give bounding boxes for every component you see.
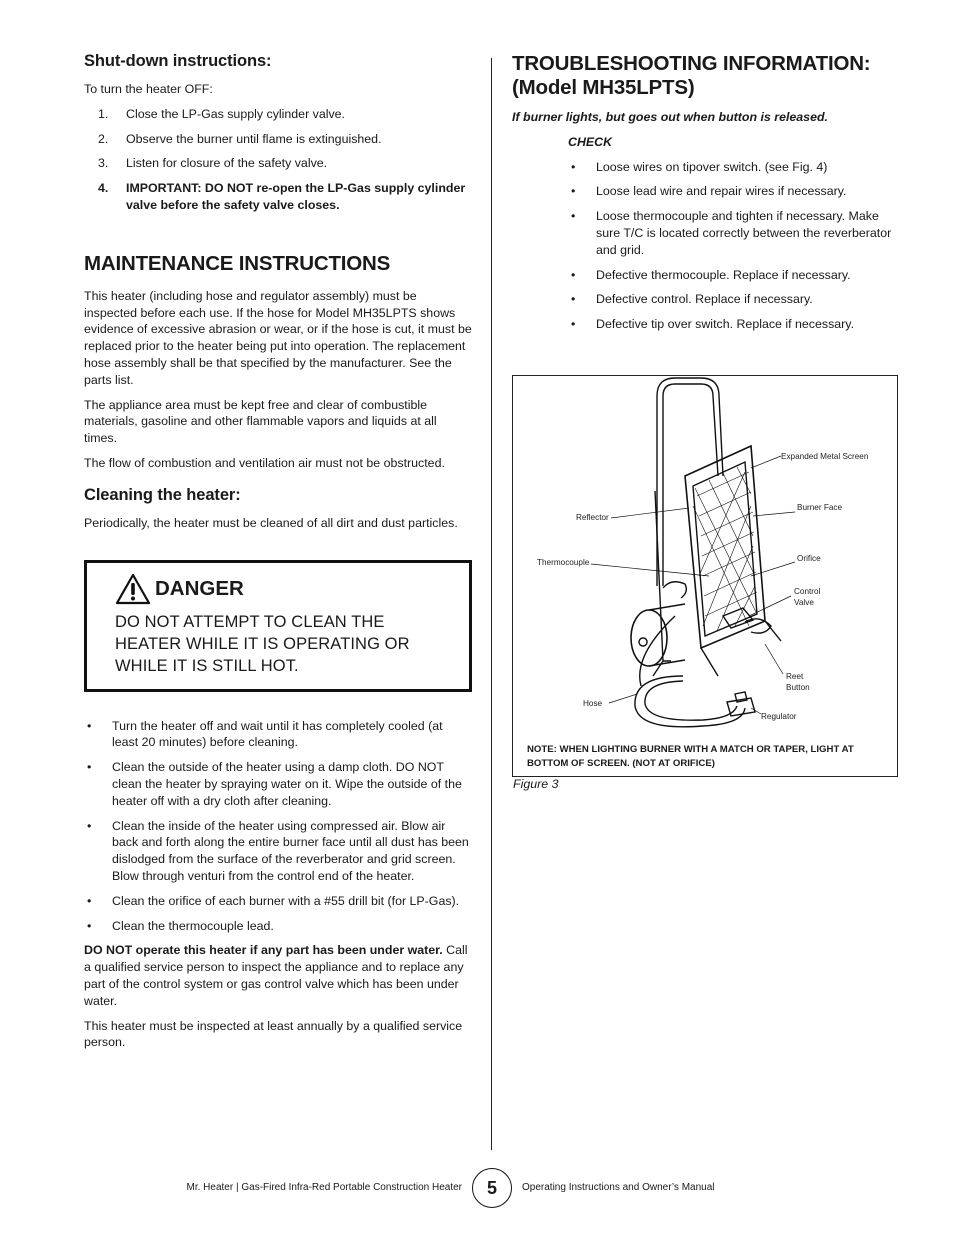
list-item: • Turn the heater off and wait until it has completely cooled (at least 20 minutes) before cleaning. <box>87 718 443 750</box>
cleaning-bullets <box>84 718 472 935</box>
shutdown-step: 2. Observe the burner until flame is extinguished. <box>98 131 382 146</box>
troubleshooting-condition: If burner lights, but goes out when button is released. <box>512 110 828 124</box>
shutdown-step: 4. IMPORTANT: DO NOT re-open the LP-Gas supply cylinder valve before the safety valve closes. <box>98 181 466 212</box>
left-column <box>84 52 472 1059</box>
page-number: 5 <box>472 1168 512 1208</box>
danger-text: DO NOT ATTEMPT TO CLEAN THE HEATER WHILE IT IS OPERATING OR WHILE IT IS STILL HOT. <box>115 612 410 675</box>
heater-illustration <box>513 376 897 736</box>
warning-triangle-icon <box>115 573 151 605</box>
figure-note: NOTE: WHEN LIGHTING BURNER WITH A MATCH OR TAPER, LIGHT AT BOTTOM OF SCREEN. (NOT AT ORIFICE) <box>527 744 854 769</box>
right-column <box>512 52 902 341</box>
label-control-valve: Control Valve <box>794 587 821 607</box>
shutdown-title: Shut-down instructions: <box>84 52 272 70</box>
list-item: • Defective tip over switch. Replace if necessary. <box>571 317 855 332</box>
figure-caption: Figure 3 <box>513 777 559 791</box>
label-burner-face: Burner Face <box>797 503 843 512</box>
maintenance-paragraph: This heater (including hose and regulator assembly) must be inspected before each use. If the hose for Model MH35LPTS shows evidence of excessive abrasion or wear, or if the hose is cut, it must be replaced prior to the heater being put into operation. The replacement hose assembly shall be that specified by the manufacturer. See the parts list. <box>84 288 472 387</box>
label-hose: Hose <box>583 699 603 708</box>
list-item: • Loose thermocouple and tighten if necessary. Make sure T/C is located correctly between the reverberator and grid. <box>571 209 892 257</box>
list-item: • Defective thermocouple. Replace if necessary. <box>571 267 851 282</box>
list-item: • Clean the orifice of each burner with a #55 drill bit (for LP-Gas). <box>87 893 460 908</box>
danger-box <box>84 560 472 692</box>
footer-left: Mr. Heater | Gas-Fired Infra-Red Portable Construction Heater <box>186 1182 462 1193</box>
list-item: • Loose wires on tipover switch. (see Fig. 4) <box>571 159 828 174</box>
check-label: CHECK <box>568 134 613 149</box>
figure-3-box <box>512 375 898 777</box>
cleaning-paragraph: Periodically, the heater must be cleaned of all dirt and dust particles. <box>84 515 458 530</box>
maintenance-title: MAINTENANCE INSTRUCTIONS <box>84 251 391 275</box>
label-regulator: Regulator <box>761 712 797 721</box>
maintenance-paragraph: The appliance area must be kept free and clear of combustible materials, gasoline and other flammable vapors and liquids at all times. <box>84 397 437 446</box>
list-item: • Clean the thermocouple lead. <box>87 918 274 933</box>
label-reset-button: Reet Button <box>786 672 810 692</box>
label-expanded-metal-screen: Expanded Metal Screen <box>781 452 869 461</box>
list-item: • Clean the outside of the heater using a damp cloth. DO NOT clean the heater by spraying water on it. Wipe the outside of the heater off with a dry cloth after cleaning. <box>87 760 462 808</box>
label-thermocouple: Thermocouple <box>537 558 590 567</box>
list-item: • Loose lead wire and repair wires if necessary. <box>571 184 847 199</box>
column-divider <box>491 58 492 1150</box>
annual-inspection: This heater must be inspected at least annually by a qualified service person. <box>84 1018 463 1050</box>
shutdown-step: 3. Listen for closure of the safety valve. <box>98 156 328 171</box>
page-footer <box>0 1168 954 1208</box>
cleaning-title: Cleaning the heater: <box>84 485 241 504</box>
list-item: • Clean the inside of the heater using compressed air. Blow air back and forth along the entire burner face until all dust has been dislodged from the surface of the reverberator and grid screen. Blow through venturi from the control end of the heater. <box>87 818 469 883</box>
danger-title: DANGER <box>155 576 244 600</box>
shutdown-intro: To turn the heater OFF: <box>84 82 213 96</box>
water-warning: DO NOT operate this heater if any part has been under water. Call a qualified service person to inspect the appliance and to replace any part of the control system or gas control valve which has been under water. <box>84 943 468 1008</box>
label-reflector: Reflector <box>576 513 609 522</box>
list-item: • Defective control. Replace if necessary. <box>571 292 813 307</box>
check-list <box>568 159 902 333</box>
troubleshooting-title: TROUBLESHOOTING INFORMATION: (Model MH35LPTS) <box>512 52 871 99</box>
maintenance-paragraph: The flow of combustion and ventilation air must not be obstructed. <box>84 455 445 470</box>
shutdown-step: 1. Close the LP-Gas supply cylinder valve. <box>98 106 346 121</box>
label-orifice: Orifice <box>797 554 821 563</box>
shutdown-steps <box>84 106 472 214</box>
footer-right: Operating Instructions and Owner’s Manual <box>522 1182 715 1193</box>
